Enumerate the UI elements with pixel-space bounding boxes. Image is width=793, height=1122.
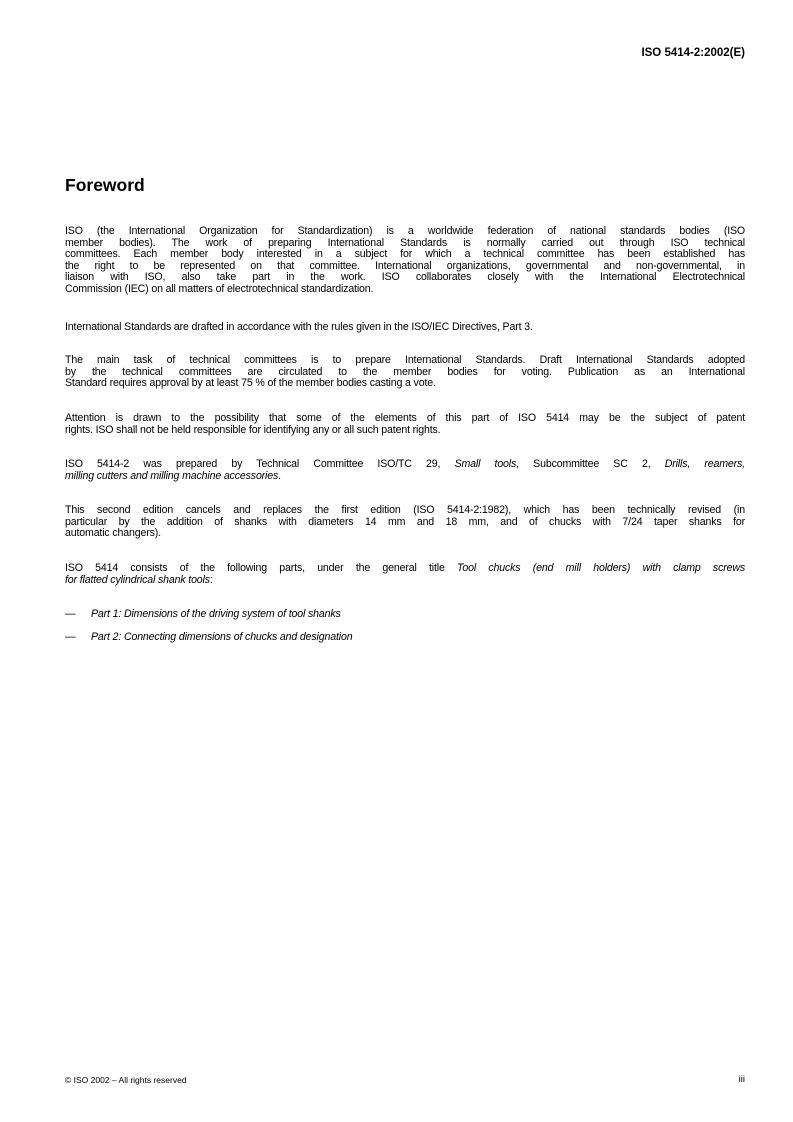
paragraph — [65, 413, 745, 436]
text-segment: rights. ISO shall not be held responsible for identifying any or all such patent rights. — [65, 423, 441, 436]
text-segment: Attention is drawn to the possibility that some of the elements of this part of ISO 5414 may be the subject of patent — [65, 412, 745, 424]
paragraph — [65, 563, 745, 586]
text-segment: , Subcommittee SC 2, — [516, 458, 665, 470]
text-line — [65, 517, 745, 529]
text-segment: ISO 5414 consists of the following parts, under the general title — [65, 562, 458, 574]
text-line — [65, 284, 745, 296]
text-segment: The main task of technical committees is to prepare International Standards. Draft International Standards adopted — [65, 354, 745, 366]
part-title: Part 1: Dimensions of the driving system of tool shanks — [91, 608, 341, 620]
page-number: iii — [738, 1074, 745, 1085]
text-line — [65, 471, 745, 483]
document-id-header: ISO 5414-2:2002(E) — [641, 47, 745, 59]
text-segment: automatic changers). — [65, 527, 161, 539]
text-segment: liaison with ISO, also take part in the work. ISO collaborates closely with the International Electrotechnical — [65, 271, 745, 283]
italic-text: milling cutters and milling machine accessories — [65, 469, 279, 482]
paragraph — [65, 505, 745, 540]
text-segment: by the technical committees are circulated to the member bodies for voting. Publication as an International — [65, 365, 745, 378]
text-segment: This second edition cancels and replaces the first edition (ISO 5414-2:1982), which has been technically revised (in — [65, 504, 745, 516]
text-line — [65, 425, 745, 437]
text-line — [65, 378, 745, 390]
text-segment: committees. Each member body interested in a subject for which a technical committee has been established has — [65, 248, 745, 260]
copyright-footer: © ISO 2002 – All rights reserved — [65, 1075, 187, 1085]
text-segment: International Standards are drafted in accordance with the rules given in the ISO/IEC Directives, Part 3. — [65, 321, 533, 333]
page-title: Foreword — [65, 175, 145, 195]
paragraph — [65, 459, 745, 482]
text-line — [65, 322, 745, 334]
text-segment: particular by the addition of shanks with diameters 14 mm and 18 mm, and of chucks with 7/24 taper shanks for — [65, 515, 745, 528]
italic-text: for flatted cylindrical shank tools — [65, 573, 210, 586]
text-segment: . — [278, 469, 281, 482]
dash-bullet-icon: — — [65, 608, 76, 620]
text-segment: member bodies). The work of preparing International Standards is normally carried out through ISO technical — [65, 236, 745, 249]
italic-text: Small tools — [454, 458, 517, 470]
paragraph — [65, 322, 745, 334]
text-segment: Commission (IEC) on all matters of electrotechnical standardization. — [65, 282, 374, 295]
text-line — [65, 528, 745, 540]
text-segment: ISO (the International Organization for Standardization) is a worldwide federation of national standards bodies (ISO — [65, 225, 745, 237]
text-segment: the right to be represented on that committee. International organizations, governmental and non-governmental, in — [65, 259, 745, 272]
text-segment: : — [209, 573, 213, 586]
text-segment: Standard requires approval by at least 75 % of the member bodies casting a vote. — [65, 377, 436, 389]
dash-bullet-icon: — — [65, 631, 76, 643]
text-line — [65, 575, 745, 587]
paragraph — [65, 226, 745, 295]
paragraph — [65, 355, 745, 390]
part-title: Part 2: Connecting dimensions of chucks and designation — [91, 631, 353, 643]
text-segment: ISO 5414-2 was prepared by Technical Committee ISO/TC 29, — [65, 458, 455, 470]
italic-text: Drills, reamers, — [664, 458, 745, 470]
italic-text: Tool chucks (end mill holders) with clamp screws — [457, 562, 745, 574]
